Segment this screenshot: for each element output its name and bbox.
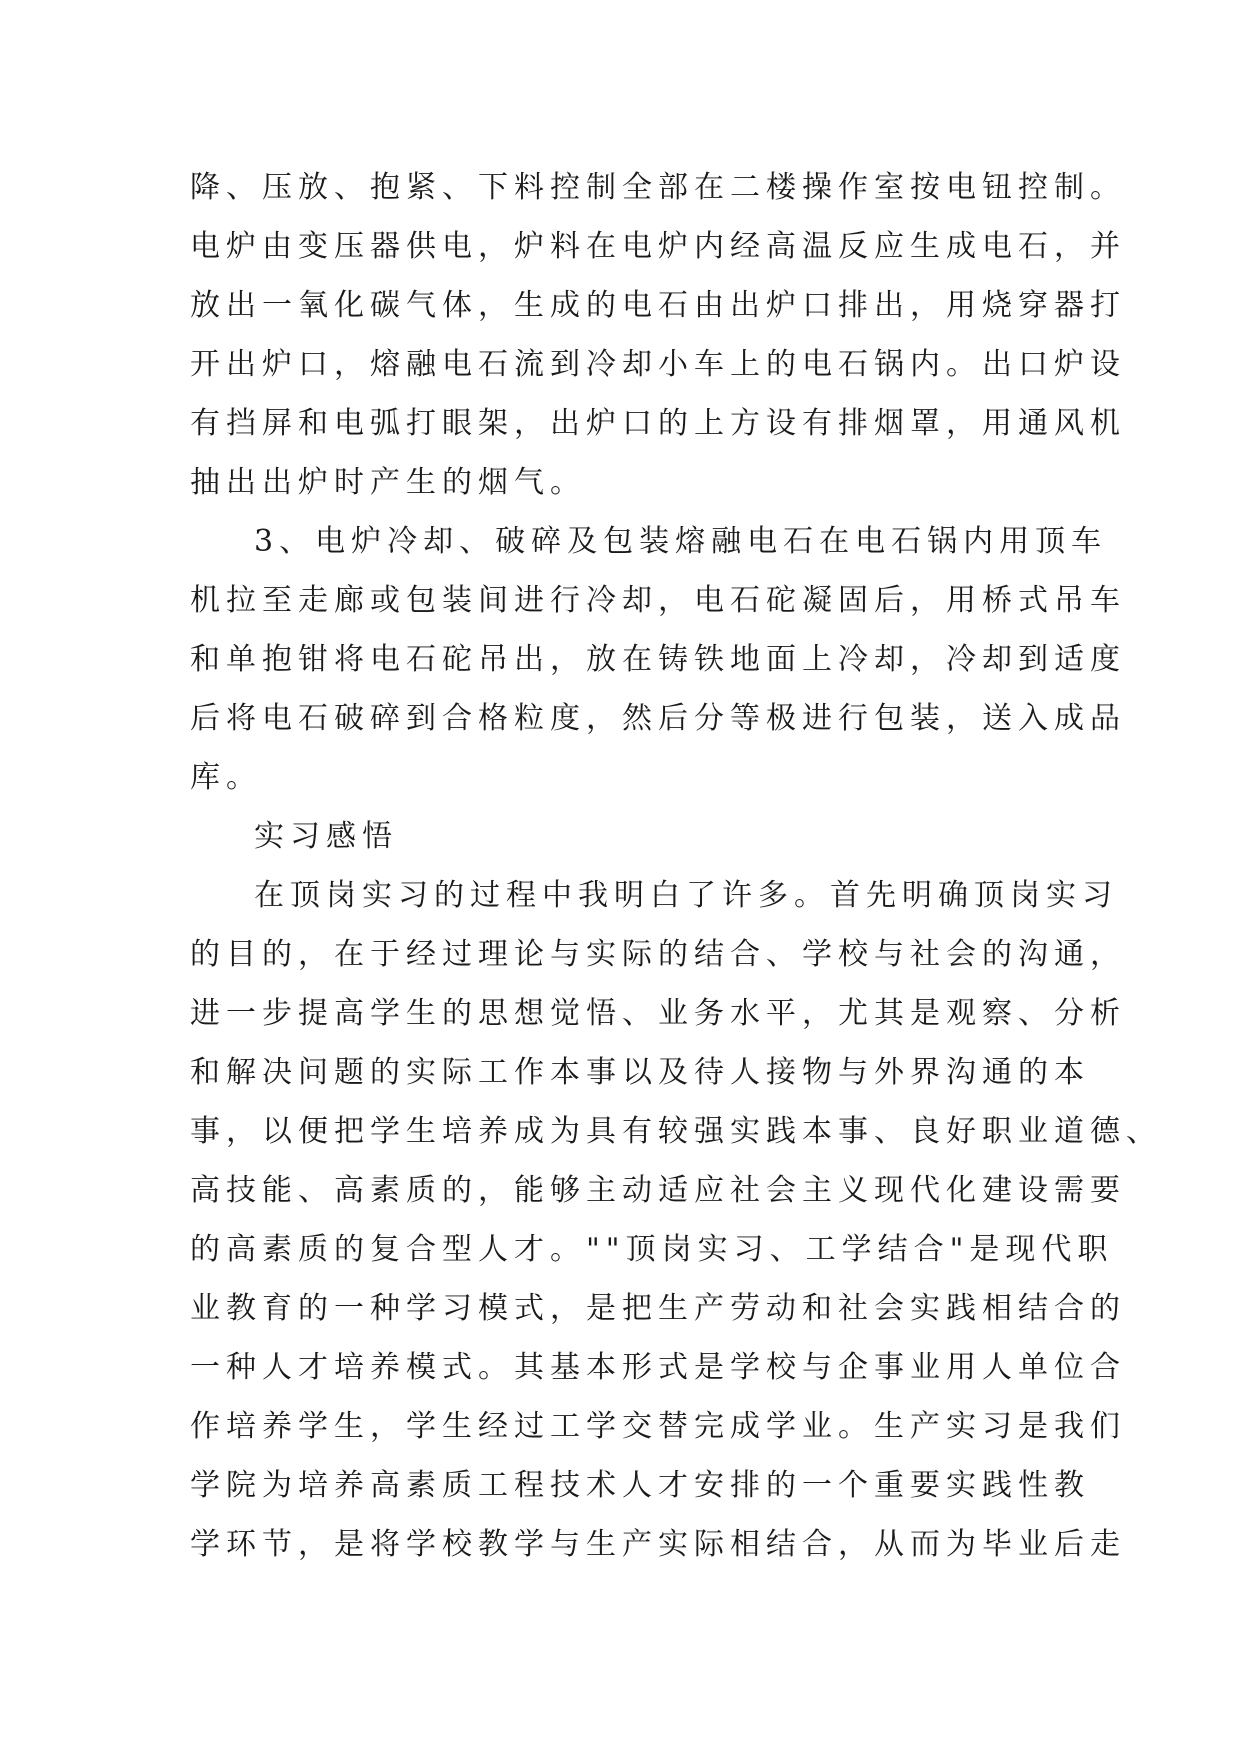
section-heading: 实习感悟 bbox=[254, 819, 398, 854]
text-line: 事，以便把学生培养成为具有较强实践本事、良好职业道德、 bbox=[190, 1114, 1162, 1149]
text-line: 后将电石破碎到合格粒度，然后分等极进行包装，送入成品 bbox=[190, 701, 1126, 736]
text-line: 学环节，是将学校教学与生产实际相结合，从而为毕业后走 bbox=[190, 1527, 1126, 1562]
text-line: 的目的，在于经过理论与实际的结合、学校与社会的沟通， bbox=[190, 937, 1126, 972]
text-line: 和解决问题的实际工作本事以及待人接物与外界沟通的本 bbox=[190, 1055, 1090, 1090]
text-line: 作培养学生，学生经过工学交替完成学业。生产实习是我们 bbox=[190, 1409, 1126, 1444]
text-line: 3、电炉冷却、破碎及包装熔融电石在电石锅内用顶车 bbox=[254, 524, 1108, 559]
text-line: 进一步提高学生的思想觉悟、业务水平，尤其是观察、分析 bbox=[190, 996, 1126, 1031]
text-line: 抽出出炉时产生的烟气。 bbox=[190, 465, 586, 500]
text-line: 放出一氧化碳气体，生成的电石由出炉口排出，用烧穿器打 bbox=[190, 288, 1126, 323]
text-line: 机拉至走廊或包装间进行冷却，电石砣凝固后，用桥式吊车 bbox=[190, 583, 1126, 618]
text-line: 降、压放、抱紧、下料控制全部在二楼操作室按电钮控制。 bbox=[190, 170, 1126, 205]
text-line: 和单抱钳将电石砣吊出，放在铸铁地面上冷却，冷却到适度 bbox=[190, 642, 1126, 677]
text-line: 的高素质的复合型人才。""顶岗实习、工学结合"是现代职 bbox=[190, 1232, 1114, 1267]
text-line: 学院为培养高素质工程技术人才安排的一个重要实践性教 bbox=[190, 1468, 1090, 1503]
body-text bbox=[190, 158, 1162, 1574]
text-line: 高技能、高素质的，能够主动适应社会主义现代化建设需要 bbox=[190, 1173, 1126, 1208]
text-line: 开出炉口，熔融电石流到冷却小车上的电石锅内。出口炉设 bbox=[190, 347, 1126, 382]
text-line: 一种人才培养模式。其基本形式是学校与企事业用人单位合 bbox=[190, 1350, 1126, 1385]
text-line: 有挡屏和电弧打眼架，出炉口的上方设有排烟罩，用通风机 bbox=[190, 406, 1126, 441]
text-line: 业教育的一种学习模式，是把生产劳动和社会实践相结合的 bbox=[190, 1291, 1126, 1326]
text-line: 在顶岗实习的过程中我明白了许多。首先明确顶岗实习 bbox=[254, 878, 1118, 913]
text-line: 电炉由变压器供电，炉料在电炉内经高温反应生成电石，并 bbox=[190, 229, 1126, 264]
text-line: 库。 bbox=[190, 760, 262, 795]
